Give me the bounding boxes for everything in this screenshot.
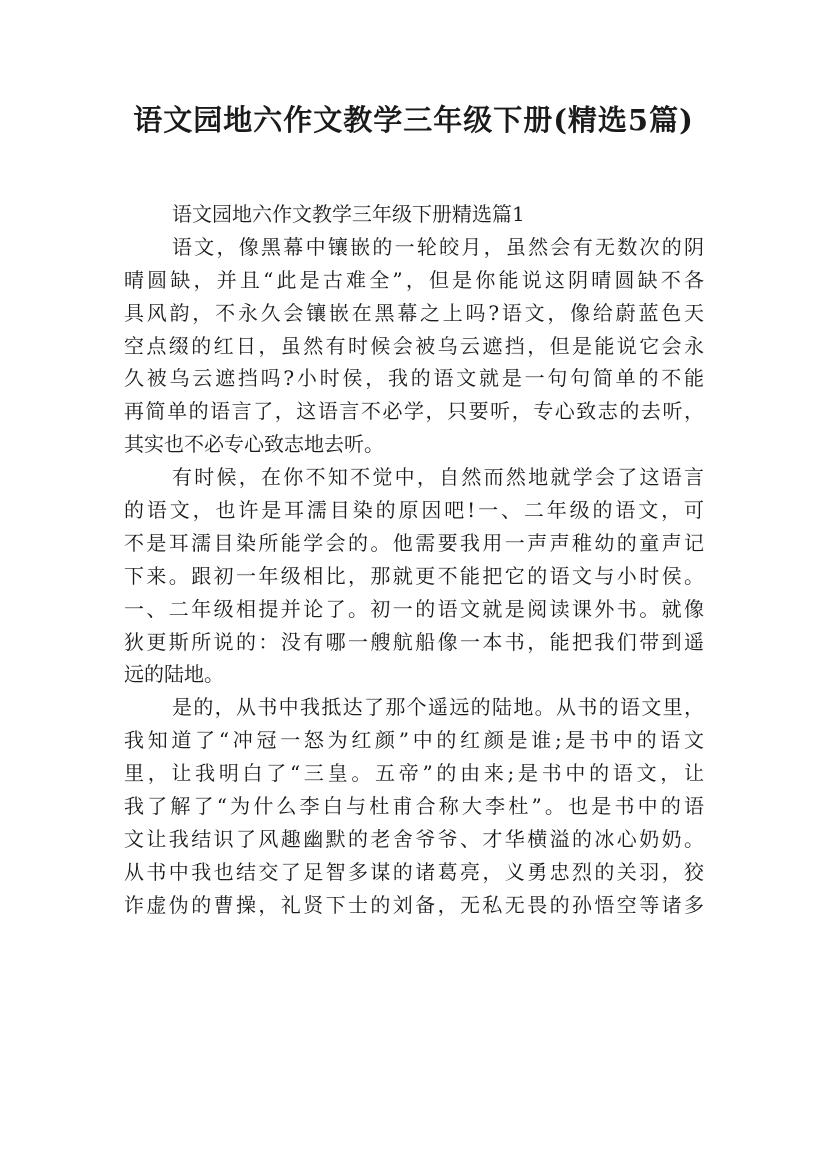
paragraph-line: 一、二年级相提并论了。初一的语文就是阅读课外书。就像 (124, 596, 704, 621)
paragraph-line: 诈虚伪的曹操，礼贤下士的刘备，无私无畏的孙悟空等诸多 (124, 892, 704, 917)
paragraph-line: 狄更斯所说的：没有哪一艘航船像一本书，能把我们带到遥 (124, 629, 704, 654)
document-body (124, 198, 704, 922)
paragraph-line: 晴圆缺，并且“此是古难全”，但是你能说这阴晴圆缺不各 (124, 267, 704, 292)
paragraph-line: 具风韵，不永久会镶嵌在黑幕之上吗?语文，像给蔚蓝色天 (124, 300, 704, 325)
paragraph-line: 从书中我也结交了足智多谋的诸葛亮，义勇忠烈的关羽，狡 (124, 859, 704, 884)
paragraph-line: 语文，像黑幕中镶嵌的一轮皎月，虽然会有无数次的阴 (172, 234, 704, 259)
paragraph-line: 文让我结识了风趣幽默的老舍爷爷、才华横溢的冰心奶奶。 (124, 826, 704, 851)
section-heading: 语文园地六作文教学三年级下册精选篇1 (172, 202, 525, 226)
paragraph-line: 久被乌云遮挡吗?小时侯，我的语文就是一句句简单的不能 (124, 366, 704, 391)
paragraph-line: 再简单的语言了，这语言不必学，只要听，专心致志的去听， (124, 399, 704, 424)
document-title: 语文园地六作文教学三年级下册(精选5篇) (133, 103, 694, 137)
paragraph-line: 空点缀的红日，虽然有时候会被乌云遮挡，但是能说它会永 (124, 333, 704, 358)
paragraph-line: 有时候，在你不知不觉中，自然而然地就学会了这语言 (172, 465, 704, 490)
paragraph-line: 是的，从书中我抵达了那个遥远的陆地。从书的语文里， (172, 695, 704, 720)
paragraph-line: 不是耳濡目染所能学会的。他需要我用一声声稚幼的童声记 (124, 530, 704, 555)
paragraph-line: 的语文，也许是耳濡目染的原因吧!一、二年级的语文，可 (124, 498, 704, 523)
paragraph-line: 里，让我明白了“三皇。五帝”的由来;是书中的语文，让 (124, 761, 704, 786)
paragraph-line: 其实也不必专心致志地去听。 (124, 432, 384, 457)
paragraph-line: 我了解了“为什么李白与杜甫合称大李杜”。也是书中的语 (124, 794, 704, 819)
paragraph-line: 远的陆地。 (124, 662, 224, 687)
paragraph-line: 我知道了“冲冠一怒为红颜”中的红颜是谁;是书中的语文 (124, 728, 704, 753)
paragraph-line: 下来。跟初一年级相比，那就更不能把它的语文与小时侯。 (124, 563, 704, 588)
